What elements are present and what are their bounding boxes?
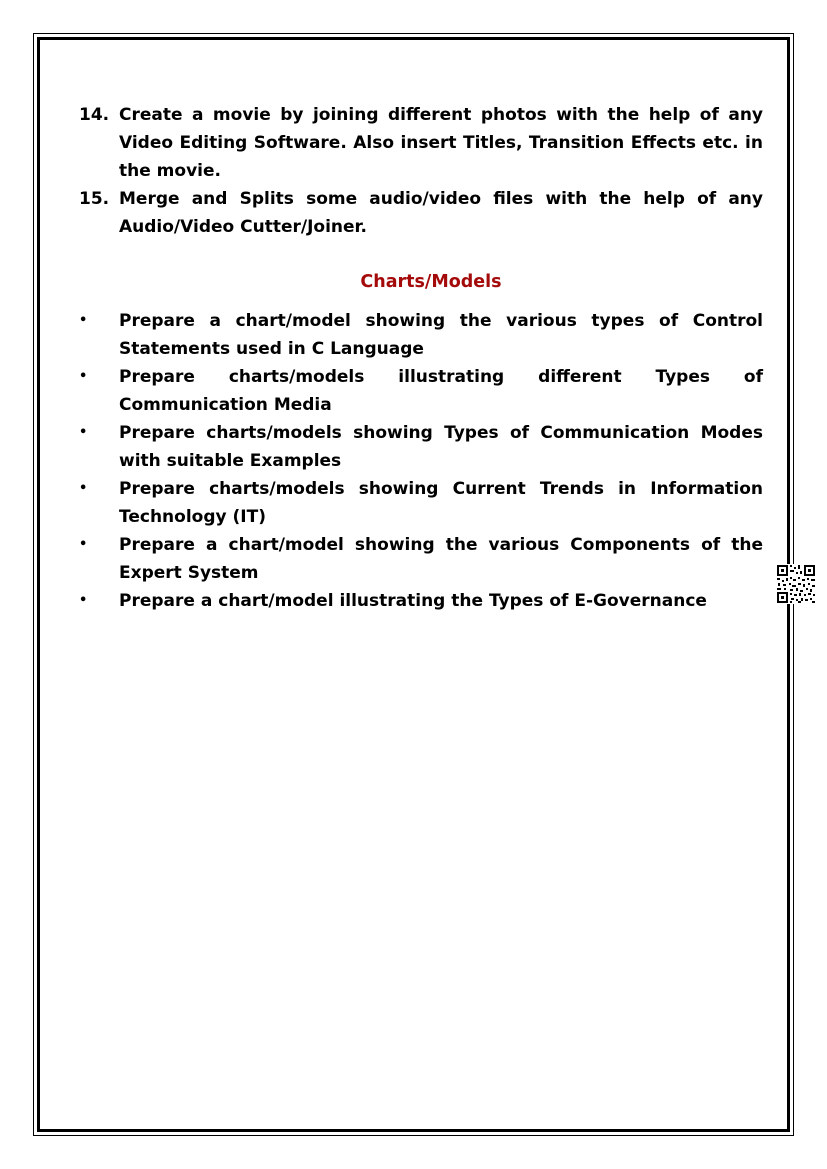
bullet-item-6 <box>79 587 763 615</box>
bullet-text: Prepare charts/models illustrating different Types of Communication Media <box>119 367 763 415</box>
numbered-item-15 <box>79 185 763 241</box>
item-text: Merge and Splits some audio/video files with the help of any Audio/Video Cutter/Joiner. <box>119 189 763 237</box>
bullet-text: Prepare charts/models showing Current Trends in Information Technology (IT) <box>119 479 763 527</box>
item-text: Create a movie by joining different photos with the help of any Video Editing Software. Also insert Titles, Transition Effects etc. in the movie. <box>119 105 763 181</box>
bullet-item-2 <box>79 363 763 419</box>
bullet-item-3 <box>79 419 763 475</box>
bullet-item-5 <box>79 531 763 587</box>
bullet-item-1 <box>79 307 763 363</box>
bullet-icon: • <box>79 593 88 608</box>
section-heading: Charts/Models <box>360 272 502 292</box>
item-number: 14. <box>79 105 110 125</box>
bullet-text: Prepare charts/models showing Types of Communication Modes with suitable Examples <box>119 423 763 471</box>
bullet-icon: • <box>79 481 88 496</box>
bullet-icon: • <box>79 425 88 440</box>
bullet-text: Prepare a chart/model illustrating the Types of E-Governance <box>119 591 707 611</box>
bullet-icon: • <box>79 369 88 384</box>
numbered-item-14 <box>79 101 763 185</box>
qr-code-icon <box>776 564 816 604</box>
bullet-item-4 <box>79 475 763 531</box>
item-number: 15. <box>79 189 110 209</box>
bullet-icon: • <box>79 537 88 552</box>
bullet-icon: • <box>79 313 88 328</box>
bullet-text: Prepare a chart/model showing the various types of Control Statements used in C Language <box>119 311 763 359</box>
page-content <box>79 101 763 615</box>
bullet-text: Prepare a chart/model showing the various Components of the Expert System <box>119 535 763 583</box>
